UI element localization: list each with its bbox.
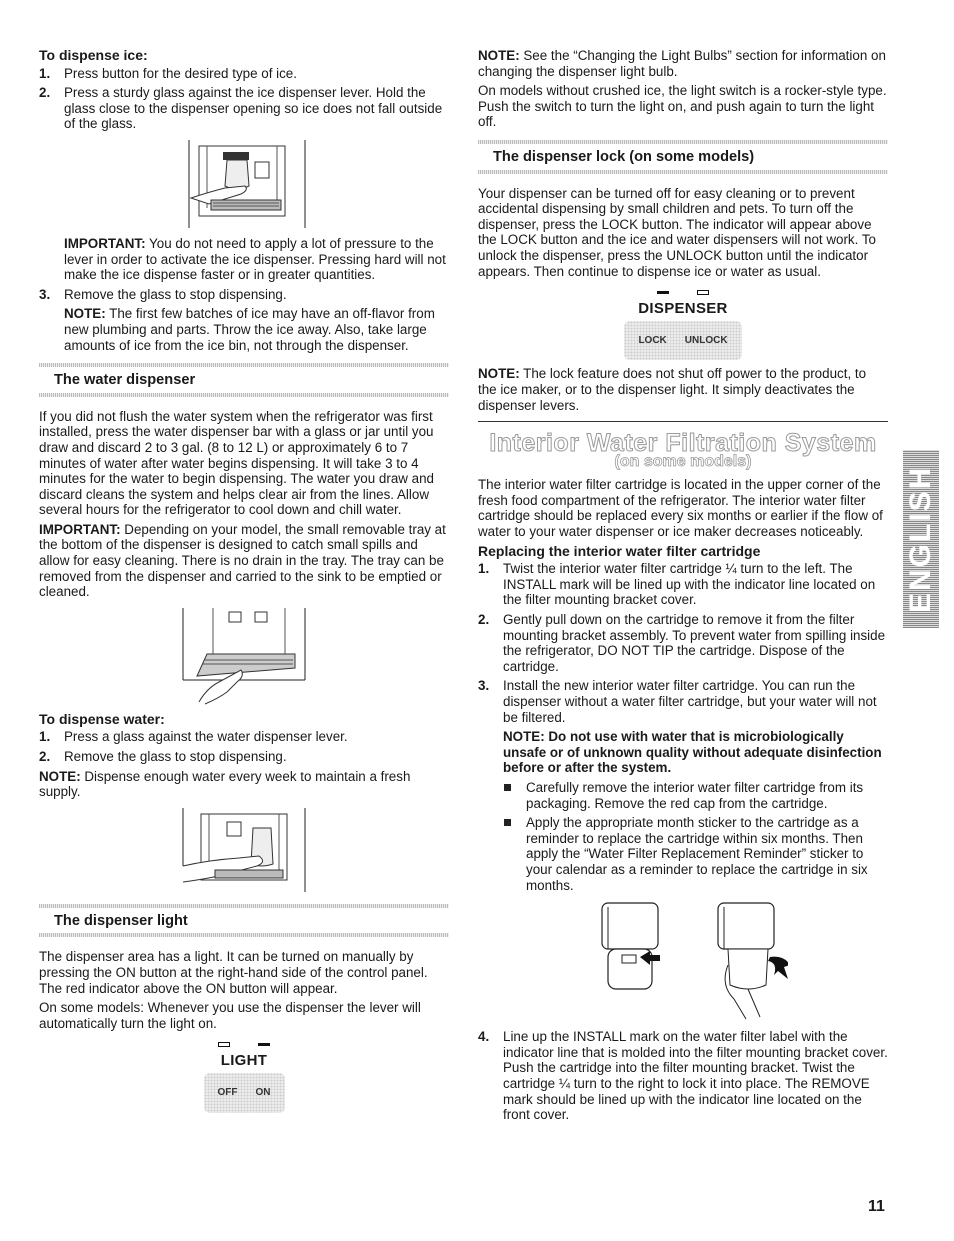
- light-paragraph-2: On some models: Whenever you use the dispenser the lever will automatically turn the light on.: [39, 1000, 421, 1031]
- list-item: [478, 678, 888, 725]
- step-text: Twist the interior water filter cartridge ¼ turn to the left. The INSTALL mark will be lined up with the indicator line located on the filter mounting bracket cover.: [503, 561, 876, 608]
- water-tray-illustration: [39, 606, 449, 706]
- step-number: 1.: [39, 65, 51, 81]
- light-indicators: [218, 1037, 270, 1051]
- step-text: Install the new interior water filter cartridge. You can run the dispenser without a water filter cartridge, but your water will not be filtered.: [503, 678, 877, 725]
- list-item: [478, 780, 888, 811]
- step-text: Remove the glass to stop dispensing.: [64, 749, 287, 765]
- water-dispenser-section-header: [39, 363, 449, 397]
- step-number: 1.: [478, 561, 490, 577]
- language-label: ENGLISH: [904, 465, 937, 613]
- list-item: [39, 749, 449, 765]
- replace-steps: [478, 561, 888, 725]
- light-on-button: ON: [255, 1086, 271, 1098]
- ice-note: [39, 306, 449, 353]
- water-note: [39, 769, 449, 800]
- note-text: The lock feature does not shut off power to the product, to the ice maker, or to the dispenser light. It simply deactivates the dispenser levers.: [478, 366, 867, 413]
- list-item: [478, 815, 888, 893]
- list-item: [39, 287, 449, 303]
- light-label: LIGHT: [220, 1052, 268, 1070]
- note-label: NOTE:: [64, 306, 106, 322]
- filter-install-illustration: [478, 899, 888, 1023]
- lock-note: [478, 366, 888, 413]
- on-indicator: [258, 1043, 270, 1046]
- rocker-switch-paragraph: On models without crushed ice, the light switch is a rocker-style type. Push the switch to turn the light on, and push again to turn the light off.: [478, 83, 887, 130]
- water-heading: To dispense water:: [39, 710, 165, 727]
- dispenser-lock-section-header: [478, 140, 888, 174]
- water-flush-paragraph: If you did not flush the water system when the refrigerator was first installed, press the water dispenser bar with a glass or jar until you draw and discard 2 to 3 gal. (8 to 12 L) or approximately 6 to 7 minutes of water after water begins dispensing. It will take 3 to 4 minutes for the water to begin dispensing. The water you draw and discard cleans the system and helps clear air from the lines. Allow several hours for the refrigerator to cool down and chill water.: [39, 408, 435, 518]
- step-text: Press a glass against the water dispenser lever.: [64, 729, 348, 745]
- water-steps: [39, 729, 449, 764]
- bullet-icon: [504, 819, 511, 826]
- water-dispenser-illustration: [39, 806, 449, 894]
- page-number: 11: [868, 1198, 885, 1215]
- dispenser-control-panel: [478, 285, 888, 360]
- section-rule: [39, 393, 449, 397]
- light-buttons: [204, 1073, 285, 1113]
- section-title: The dispenser light: [54, 912, 188, 929]
- lock-buttons: [624, 321, 741, 361]
- list-item: [478, 561, 888, 608]
- step-text: Line up the INSTALL mark on the water filter label with the indicator line that is molded into the filter mounting bracket cover. Push the cartridge into the filter mounting bracket. Twist the cartridge ¼ turn to the right to lock it into place. The REMOVE mark should be lined up with the indicator line located on the front cover.: [503, 1029, 888, 1123]
- lock-indicators: [657, 285, 709, 299]
- filter-bullets: [478, 780, 888, 893]
- dispenser-light-section-header: [39, 904, 449, 938]
- dispenser-label: DISPENSER: [638, 300, 728, 318]
- step-number: 3.: [39, 286, 51, 302]
- filtration-title: Interior Water Filtration System: [489, 429, 877, 458]
- language-side-tab: [903, 450, 939, 628]
- divider: [478, 421, 888, 422]
- step-number: 2.: [39, 749, 51, 765]
- note-label: NOTE:: [478, 48, 520, 63]
- ice-step-3: [39, 287, 449, 303]
- list-item: [39, 85, 449, 132]
- replace-step-4: [478, 1029, 888, 1123]
- filtration-intro: The interior water filter cartridge is located in the upper corner of the fresh food compartment of the refrigerator. The interior water filter cartridge should be replaced every six months or earlier if the flow of water to your water dispenser or ice maker decreases noticeably.: [478, 477, 883, 540]
- note-text: Dispense enough water every week to maintain a fresh supply.: [39, 768, 411, 800]
- step-text: Press a sturdy glass against the ice dispenser lever. Hold the glass close to the dispenser opening so ice does not fall outside of the glass.: [64, 85, 443, 132]
- lock-indicator: [657, 291, 669, 294]
- ice-heading: To dispense ice:: [39, 47, 148, 63]
- important-text: You do not need to apply a lot of pressure to the lever in order to activate the ice dispenser. Pressing hard will not make the ice dispense faster or in greater quantities.: [64, 235, 446, 283]
- step-number: 2.: [39, 85, 51, 101]
- filtration-subtitle: (on some models): [614, 452, 752, 470]
- list-item: [478, 1029, 888, 1123]
- lock-paragraph: Your dispenser can be turned off for easy cleaning or to prevent accidental dispensing by small children and pets. To turn off the dispenser, press the LOCK button. The indicator will appear above the LOCK button and the ice and water dispensers will not work. To unlock the dispenser, press the UNLOCK button until the indicator appears. Then continue to dispense ice or water as usual.: [478, 185, 876, 279]
- step-number: 3.: [478, 678, 490, 694]
- step-number: 4.: [478, 1029, 490, 1045]
- list-item: [39, 729, 449, 745]
- left-column: [39, 48, 449, 1119]
- bullet-text: Apply the appropriate month sticker to the cartridge as a reminder to replace the cartridge within six months. Then apply the “Water Filter Replacement Reminder” sticker to your calendar as a reminder to replace the cartridge in six months.: [526, 815, 868, 893]
- ice-important: [39, 236, 449, 283]
- list-item: [478, 612, 888, 674]
- step-text: Remove the glass to stop dispensing.: [64, 286, 287, 302]
- unlock-indicator: [697, 290, 709, 295]
- lock-button: LOCK: [638, 334, 667, 346]
- list-item: [39, 66, 449, 82]
- off-indicator: [218, 1042, 230, 1047]
- bullet-text: Carefully remove the interior water filter cartridge from its packaging. Remove the red cap from the cartridge.: [526, 779, 864, 811]
- step-text: Press button for the desired type of ice.: [64, 65, 297, 81]
- ice-steps: [39, 66, 449, 132]
- light-off-button: OFF: [217, 1086, 238, 1098]
- light-bulb-note: [478, 48, 888, 79]
- note-label: NOTE:: [39, 768, 81, 784]
- right-column: [478, 48, 888, 1127]
- important-label: IMPORTANT:: [64, 235, 146, 251]
- section-rule: [478, 170, 888, 174]
- water-important: [39, 522, 449, 600]
- unlock-button: UNLOCK: [684, 334, 728, 346]
- ice-dispenser-illustration: [39, 138, 449, 230]
- note-text: See the “Changing the Light Bulbs” section for information on changing the dispenser light bulb.: [478, 48, 886, 79]
- light-paragraph-1: The dispenser area has a light. It can be turned on manually by pressing the ON button at the right-hand side of the control panel. The red indicator above the ON button will appear.: [39, 949, 428, 996]
- step-number: 1.: [39, 729, 51, 745]
- section-title: The water dispenser: [54, 372, 196, 389]
- important-label: IMPORTANT:: [39, 521, 121, 537]
- section-rule: [39, 933, 449, 937]
- light-control-panel: [39, 1037, 449, 1112]
- replace-heading: Replacing the interior water filter cartridge: [478, 542, 761, 559]
- note-label: NOTE:: [478, 366, 520, 382]
- microbiological-note: NOTE: Do not use with water that is microbiologically unsafe or of unknown quality without adequate disinfection before or after the system.: [503, 729, 882, 776]
- note-text: The first few batches of ice may have an off-flavor from new plumbing and parts. Throw the ice away. Also, take large amounts of ice from the ice bin, not through the dispenser.: [64, 306, 435, 353]
- section-title: The dispenser lock (on some models): [493, 148, 755, 165]
- important-text: Depending on your model, the small removable tray at the bottom of the dispenser is designed to catch small spills and allow for easy cleaning. There is no drain in the tray. The tray can be removed from the dispenser and carried to the sink to be emptied or cleaned.: [39, 521, 446, 600]
- bullet-icon: [504, 784, 511, 791]
- step-text: Gently pull down on the cartridge to remove it from the filter mounting bracket assembly. To prevent water from spilling inside the refrigerator, DO NOT TIP the cartridge. Dispose of the cartridge.: [503, 612, 886, 674]
- step-number: 2.: [478, 612, 490, 628]
